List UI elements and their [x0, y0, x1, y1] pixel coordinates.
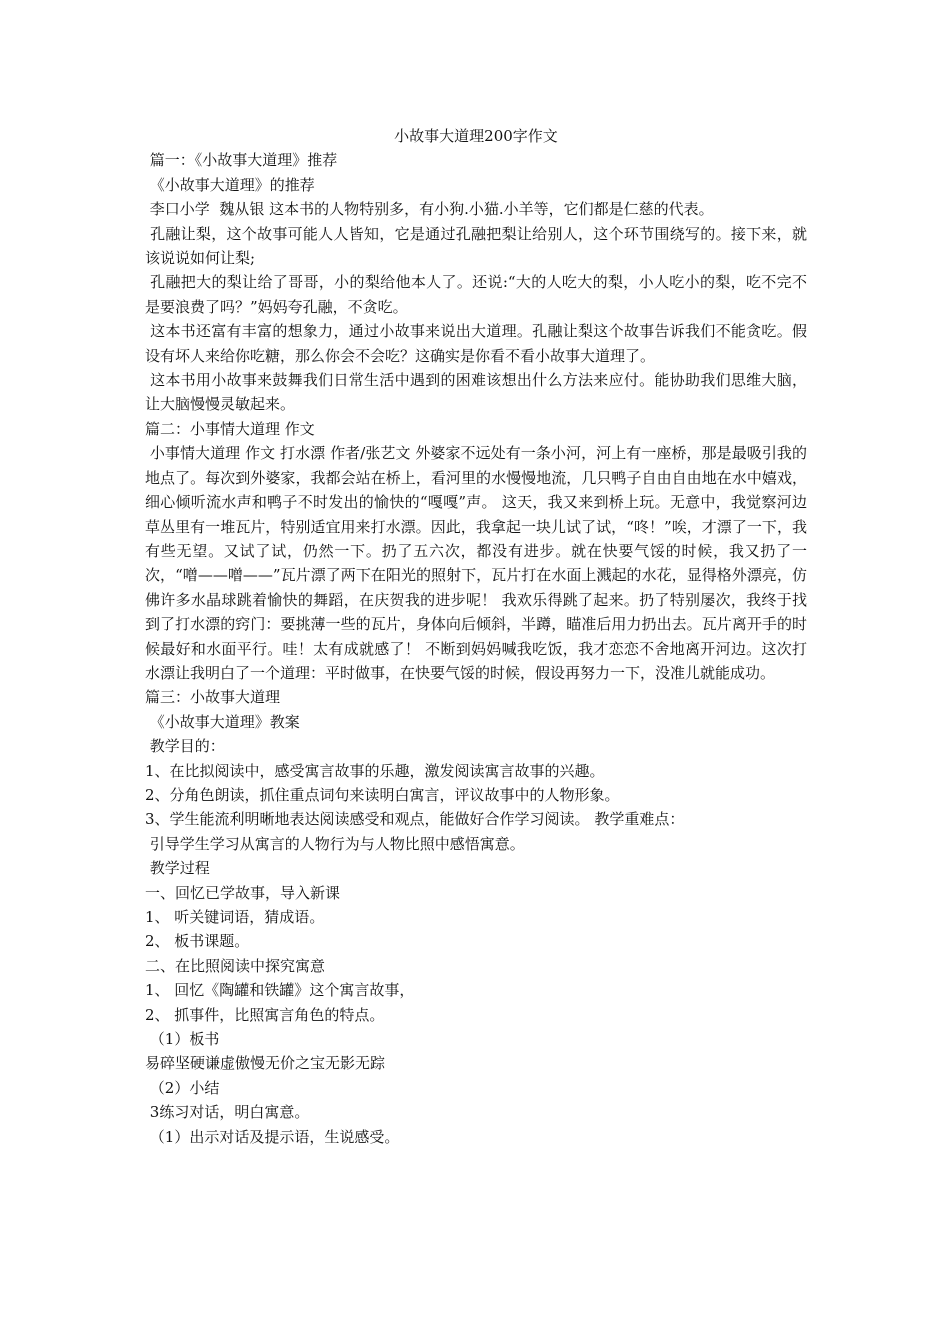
paragraph: 《小故事大道理》教案	[145, 712, 300, 731]
list-item: （1）板书	[145, 1030, 220, 1049]
paragraph: 篇一：《小故事大道理》推荐	[145, 151, 338, 170]
paragraph: 一、回忆已学故事，导入新课	[145, 883, 341, 902]
paragraph: 这本书还富有丰富的想象力，通过小故事来说出大道理。孔融让梨这个故事告诉我们不能贪吃。假设有坏人来给你吃糖，那么你会不会吃？这确实是你看不看小故事大道理了。	[145, 322, 807, 365]
list-item: 2、 板书课题。	[145, 932, 250, 951]
list-item: 2、 抓事件，比照寓言角色的特点。	[145, 1005, 385, 1024]
paragraph: 二、在比照阅读中探究寓意	[145, 956, 326, 975]
list-item: 1、 回忆《陶罐和铁罐》这个寓言故事，	[145, 981, 415, 1000]
paragraph: 小事情大道理 作文 打水漂 作者/张艺文 外婆家不远处有一条小河，河上有一座桥，那是最吸引我的地点了。每次到外婆家，我都会站在桥上，看河里的水慢慢地流，几只鸭子自由自由地在水中嬉戏，细心倾听流水声和鸭子不时发出的愉快的“嘎嘎”声。 这天，我又来到桥上玩。无意中，我觉察河边草丛里有一堆瓦片，特别适宜用来打水漂。因此，我拿起一块儿试了试，“咚！”唉，才漂了一下，我有些无望。又试了试，仍然一下。扔了五六次，都没有进步。就在快要气馁的时候，我又扔了一次，“噌——噌——”瓦片漂了两下在阳光的照射下，瓦片打在水面上溅起的水花，显得格外漂亮，仿佛许多水晶球跳着愉快的舞蹈，在庆贺我的进步呢！ 我欢乐得跳了起来。扔了特别屡次，我终于找到了打水漂的窍门：要挑薄一些的瓦片，身体向后倾斜，半蹲，瞄准后用力扔出去。瓦片离开手的时候最好和水面平行。哇！太有成就感了！ 不断到妈妈喊我吃饭，我才恋恋不舍地离开河边。这次打水漂让我明白了一个道理：平时做事，在快要气馁的时候，假设再努力一下，没准儿就能成功。	[145, 444, 807, 682]
document-title: 小故事大道理200字作文	[394, 127, 558, 145]
paragraph: 教学过程	[145, 859, 210, 878]
list-item: （2）小结	[145, 1078, 220, 1097]
list-item: 3练习对话，明白寓意。	[145, 1103, 310, 1122]
paragraph: 孔融把大的梨让给了哥哥，小的梨给他本人了。还说:“大的人吃大的梨，小人吃小的梨，吃不完不是要浪费了吗？”妈妈夸孔融，不贪吃。	[145, 273, 807, 316]
paragraph: 引导学生学习从寓言的人物行为与人物比照中感悟寓意。	[145, 834, 525, 853]
list-item: 1、在比拟阅读中，感受寓言故事的乐趣，激发阅读寓言故事的兴趣。	[145, 761, 605, 780]
document-body	[145, 148, 807, 1149]
document-page	[145, 124, 807, 1149]
paragraph: 这本书用小故事来鼓舞我们日常生活中遇到的困难该想出什么方法来应付。能协助我们思维大脑，让大脑慢慢灵敏起来。	[145, 371, 807, 414]
list-item: 2、分角色朗读，抓住重点词句来读明白寓言，评议故事中的人物形象。	[145, 785, 620, 804]
paragraph: 教学目的：	[145, 737, 225, 756]
paragraph: 易碎坚硬谦虚傲慢无价之宝无影无踪	[145, 1054, 386, 1073]
section-heading: 篇二：小事情大道理 作文	[145, 419, 315, 438]
list-item: 3、学生能流利明晰地表达阅读感受和观点，能做好合作学习阅读。 教学重难点：	[145, 810, 685, 829]
list-item: 1、 听关键词语，猜成语。	[145, 908, 325, 926]
paragraph: 李口小学 魏从银 这本书的人物特别多，有小狗.小猫.小羊等，它们都是仁慈的代表。	[145, 200, 714, 219]
section-heading: 篇三：小故事大道理	[145, 688, 281, 707]
paragraph: 《小故事大道理》的推荐	[145, 175, 315, 194]
paragraph: 孔融让梨，这个故事可能人人皆知，它是通过孔融把梨让给别人，这个环节围绕写的。接下来，就该说说如何让梨;	[145, 224, 807, 268]
list-item: （1）出示对话及提示语，生说感受。	[145, 1127, 400, 1146]
